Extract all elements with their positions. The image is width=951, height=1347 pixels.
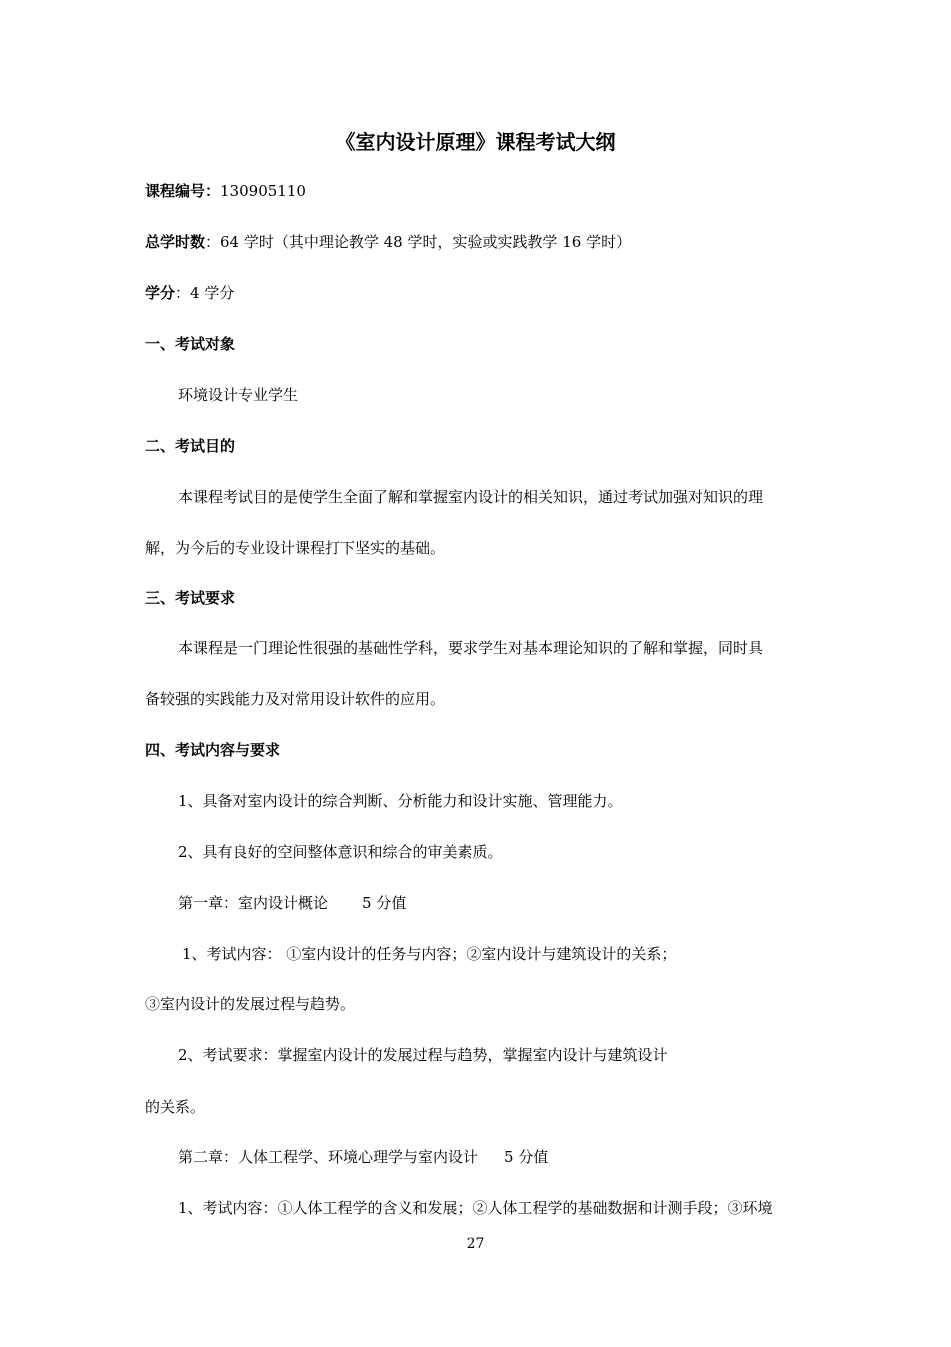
course-code-line [145, 181, 306, 201]
section-text-exam-requirements-1: 本课程是一门理论性很强的基础性学科，要求学生对基本理论知识的了解和掌握，同时具 [178, 639, 764, 657]
chapter-2-heading [178, 1147, 548, 1167]
chapter-1-content-1: 1、考试内容： ①室内设计的任务与内容；②室内设计与建筑设计的关系； [182, 945, 677, 963]
chapter-1-requirement-2: 的关系。 [145, 1098, 206, 1116]
credits-value: ：4 学分 [175, 284, 235, 302]
section-heading-exam-content: 四、考试内容与要求 [145, 741, 281, 759]
course-code-value: 130905110 [220, 182, 306, 200]
content-item-2: 2、具有良好的空间整体意识和综合的审美素质。 [178, 843, 503, 861]
total-hours-value: ：64 学时（其中理论教学 48 学时，实验或实践教学 16 学时） [205, 233, 632, 251]
chapter-1-content-2: ③室内设计的发展过程与趋势。 [145, 995, 356, 1013]
total-hours-line [145, 232, 631, 252]
credits-label: 学分 [145, 284, 176, 302]
chapter-1-heading [178, 893, 406, 913]
total-hours-label: 总学时数 [145, 233, 206, 251]
section-text-exam-target: 环境设计专业学生 [178, 386, 299, 404]
section-heading-exam-purpose: 二、考试目的 [145, 437, 236, 455]
chapter-1-title: 第一章：室内设计概论 [178, 894, 329, 912]
chapter-1-requirement-1: 2、考试要求：掌握室内设计的发展过程与趋势，掌握室内设计与建筑设计 [178, 1046, 668, 1064]
section-heading-exam-requirements: 三、考试要求 [145, 589, 236, 607]
course-code-label: 课程编号： [145, 182, 221, 200]
page-title: 《室内设计原理》课程考试大纲 [335, 130, 616, 154]
chapter-2-title: 第二章：人体工程学、环境心理学与室内设计 [178, 1148, 479, 1166]
content-item-1: 1、具备对室内设计的综合判断、分析能力和设计实施、管理能力。 [178, 792, 623, 810]
credits-line [145, 283, 234, 303]
chapter-2-score: 5 分值 [504, 1148, 549, 1166]
section-text-exam-requirements-2: 备较强的实践能力及对常用设计软件的应用。 [145, 690, 446, 708]
section-heading-exam-target: 一、考试对象 [145, 335, 236, 353]
section-text-exam-purpose-2: 解，为今后的专业设计课程打下坚实的基础。 [145, 539, 446, 557]
chapter-2-content-1: 1、考试内容：①人体工程学的含义和发展；②人体工程学的基础数据和计测手段；③环境 [178, 1199, 773, 1217]
chapter-1-score: 5 分值 [362, 894, 407, 912]
section-text-exam-purpose-1: 本课程考试目的是使学生全面了解和掌握室内设计的相关知识，通过考试加强对知识的理 [178, 488, 764, 506]
page-number: 27 [466, 1236, 485, 1252]
